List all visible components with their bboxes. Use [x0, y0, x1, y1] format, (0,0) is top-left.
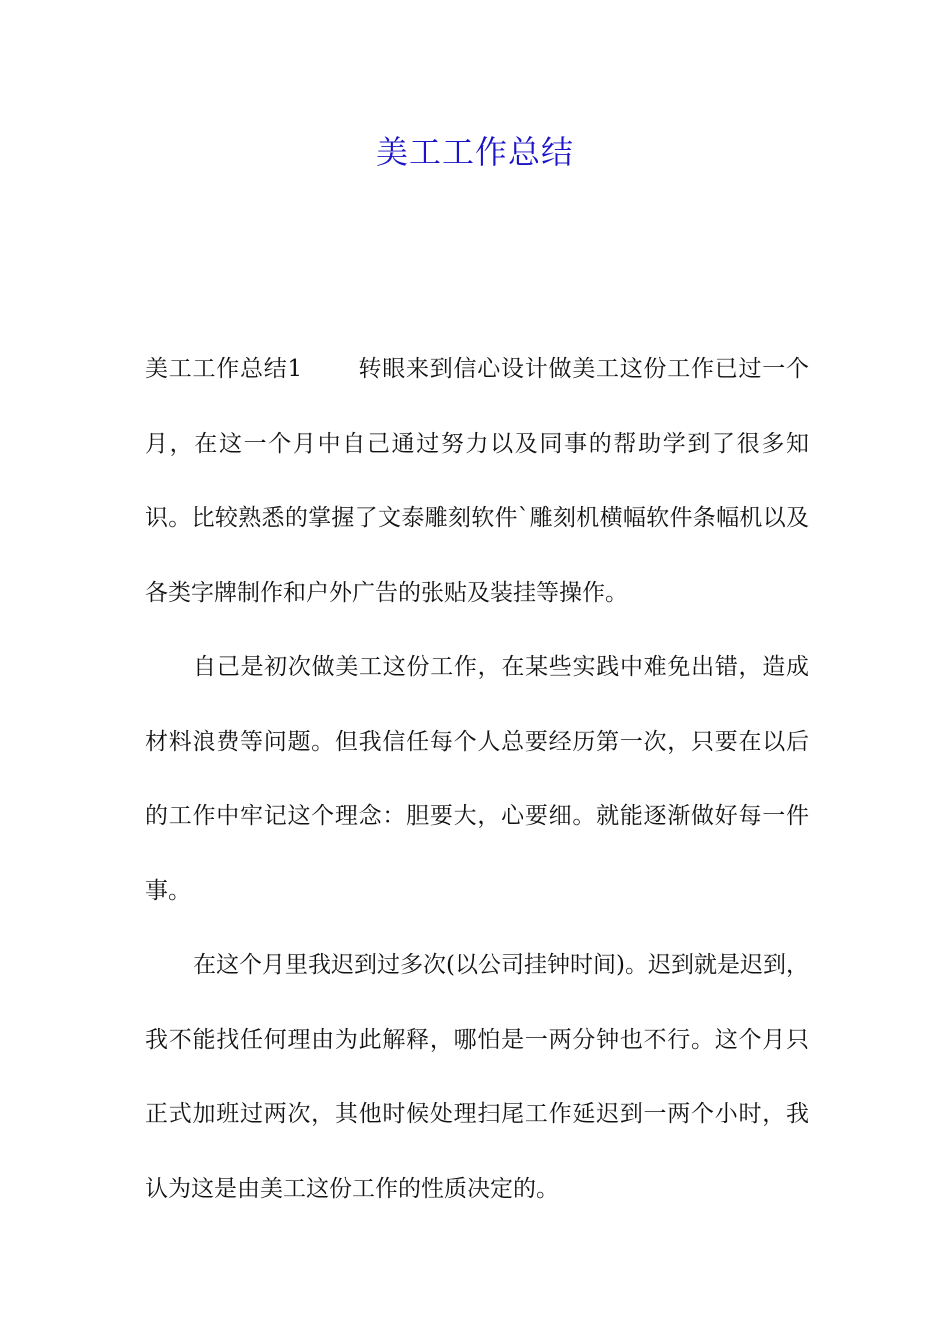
- document-body: [145, 332, 809, 1226]
- document-title: 美工工作总结: [375, 133, 574, 171]
- paragraph-1-text: 转眼来到信心设计做美工这份工作已过一个月，在这一个月中自己通过努力以及同事的帮助学到了很多知识。比较熟悉的掌握了文泰雕刻软件`雕刻机横幅软件条幅机以及各类字牌制作和户外广告的张贴及装挂等操作。: [145, 356, 810, 606]
- section-heading-label: 美工工作总结1: [145, 356, 303, 382]
- paragraph-3: 在这个月里我迟到过多次(以公司挂钟时间)。迟到就是迟到，我不能找任何理由为此解释，哪怕是一两分钟也不行。这个月只正式加班过两次，其他时候处理扫尾工作延迟到一两个小时，我认为这是由美工这份工作的性质决定的。: [145, 952, 809, 1202]
- paragraph-1: [145, 332, 809, 630]
- paragraph-2: 自己是初次做美工这份工作，在某些实践中难免出错，造成材料浪费等问题。但我信任每个人总要经历第一次，只要在以后的工作中牢记这个理念：胆要大，心要细。就能逐渐做好每一件事。: [145, 654, 809, 904]
- heading-gap: [302, 356, 358, 382]
